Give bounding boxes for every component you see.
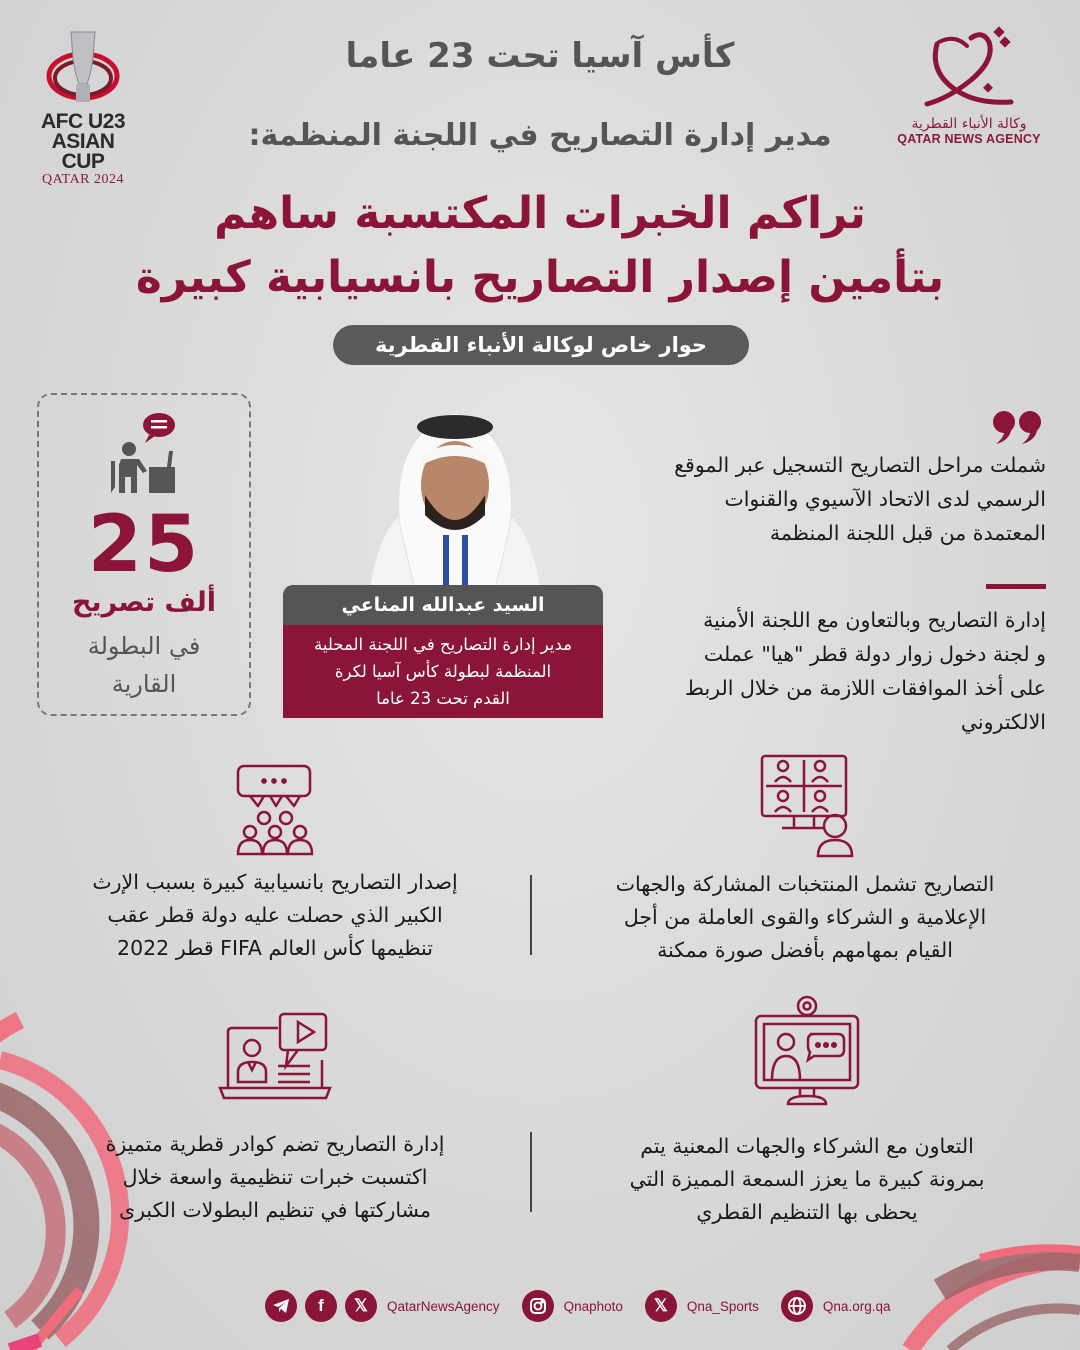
telegram-icon[interactable]	[265, 1290, 297, 1322]
x-icon[interactable]: 𝕏	[345, 1290, 377, 1322]
person-title	[283, 625, 603, 718]
feature-1-line-1: التصاريح تشمل المنتخبات المشاركة والجهات	[615, 872, 995, 896]
online-presentation-laptop-icon	[218, 1008, 332, 1102]
person-at-desk-speech-icon	[109, 409, 185, 495]
stat-unit: ألف تصريح	[71, 587, 217, 618]
headline	[0, 182, 1080, 310]
feature-permits-scope	[570, 752, 1040, 967]
quote-2-line-4: الالكتروني	[960, 710, 1046, 734]
quote-1-line-3: المعتمدة من قبل اللجنة المنظمة	[769, 521, 1046, 545]
person-title-line-3: القدم تحت 23 عاما	[376, 689, 510, 708]
portrait-photo	[330, 395, 580, 590]
stat-description-line-1: في البطولة	[87, 632, 201, 660]
social-footer	[265, 1286, 904, 1326]
x-icon[interactable]: 𝕏	[645, 1290, 677, 1322]
afc-logo-line1: AFC U23	[40, 110, 126, 133]
feature-text	[40, 1128, 510, 1227]
feature-1-line-3: القيام بمهامهم بأفضل صورة ممكنة	[657, 938, 953, 962]
quote-registration-stages	[626, 448, 1046, 550]
quote-mark-icon	[992, 410, 1046, 444]
person-title-line-2: المنظمة لبطولة كأس آسيا لكرة	[334, 662, 552, 681]
feature-2-line-2: الكبير الذي حصلت عليه دولة قطر عقب	[107, 903, 443, 927]
handle-qna-sports[interactable]: Qna_Sports	[686, 1298, 759, 1314]
video-call-monitor-icon	[752, 994, 862, 1106]
feature-3-line-2: بمرونة كبيرة ما يعزز السمعة المميزة التي	[629, 1167, 985, 1191]
stat-number: 25	[87, 500, 201, 590]
kicker-title: كأس آسيا تحت 23 عاما	[345, 36, 735, 76]
group-discussion-icon	[230, 762, 320, 858]
afc-logo-line2: ASIAN CUP	[51, 130, 115, 173]
afc-logo-line3: QATAR 2024	[41, 172, 125, 187]
feature-3-line-3: يحظى بها التنظيم القطري	[696, 1200, 918, 1224]
feature-2-line-3: تنظيمها كأس العالم FIFA قطر 2022	[117, 936, 433, 960]
instagram-icon[interactable]	[522, 1290, 554, 1322]
feature-2-line-1: إصدار التصاريح بانسيابية كبيرة بسبب الإرث	[92, 870, 458, 894]
globe-icon[interactable]	[781, 1290, 813, 1322]
headline-line-2: بتأمين إصدار التصاريح بانسيابية كبيرة	[135, 252, 945, 303]
person-name: السيد عبدالله المناعي	[283, 585, 603, 625]
accent-divider	[986, 584, 1046, 589]
sub-kicker-title: مدير إدارة التصاريح في اللجنة المنظمة:	[248, 118, 832, 153]
handle-website[interactable]: Qna.org.qa	[822, 1298, 891, 1314]
quote-2-line-2: و لجنة دخول زوار دولة قطر "هيا" عملت	[703, 642, 1046, 666]
stat-description	[39, 627, 249, 703]
decorative-arcs-right	[880, 1230, 1080, 1350]
stat-description-line-2: القارية	[111, 670, 177, 698]
quote-1-line-2: الرسمي لدى الاتحاد الآسيوي والقنوات	[724, 487, 1046, 511]
handle-qatarnewsagency[interactable]: QatarNewsAgency	[387, 1298, 500, 1314]
person-title-line-1: مدير إدارة التصاريح في اللجنة المحلية	[314, 635, 572, 654]
qna-logo-arabic: وكالة الأنباء القطرية	[911, 116, 1027, 132]
feature-text	[570, 868, 1040, 967]
video-conference-grid-icon	[750, 752, 860, 860]
qna-logo-english: QATAR NEWS AGENCY	[897, 132, 1041, 146]
feature-text	[572, 1130, 1042, 1229]
stat-card	[37, 393, 251, 716]
facebook-icon[interactable]: f	[305, 1290, 337, 1322]
quote-1-line-1: شملت مراحل التصاريح التسجيل عبر الموقع	[674, 453, 1046, 477]
feature-3-line-1: التعاون مع الشركاء والجهات المعنية يتم	[640, 1134, 974, 1158]
feature-4-line-3: مشاركتها في تنظيم البطولات الكبرى	[119, 1198, 431, 1222]
feature-1-line-2: الإعلامية و الشركاء والقوى العاملة من أجل	[623, 905, 987, 929]
exclusive-interview-pill: حوار خاص لوكالة الأنباء القطرية	[333, 325, 749, 365]
column-divider	[530, 1132, 532, 1212]
feature-partner-cooperation	[572, 994, 1042, 1229]
column-divider	[530, 875, 532, 955]
feature-4-line-2: اكتسبت خبرات تنظيمية واسعة خلال	[122, 1165, 428, 1189]
headline-line-1: تراكم الخبرات المكتسبة ساهم	[214, 188, 866, 239]
feature-4-line-1: إدارة التصاريح تضم كوادر قطرية متميزة	[105, 1132, 445, 1156]
feature-qatari-cadres	[40, 1008, 510, 1227]
quote-2-line-1: إدارة التصاريح وبالتعاون مع اللجنة الأمنية	[703, 608, 1046, 632]
handle-qnaphoto[interactable]: Qnaphoto	[563, 1298, 623, 1314]
person-name-card	[283, 585, 603, 718]
feature-text	[40, 866, 510, 965]
quote-2-line-3: على أخذ الموافقات اللازمة من خلال الربط	[685, 676, 1046, 700]
feature-legacy	[40, 762, 510, 965]
quote-security-cooperation	[626, 603, 1046, 739]
